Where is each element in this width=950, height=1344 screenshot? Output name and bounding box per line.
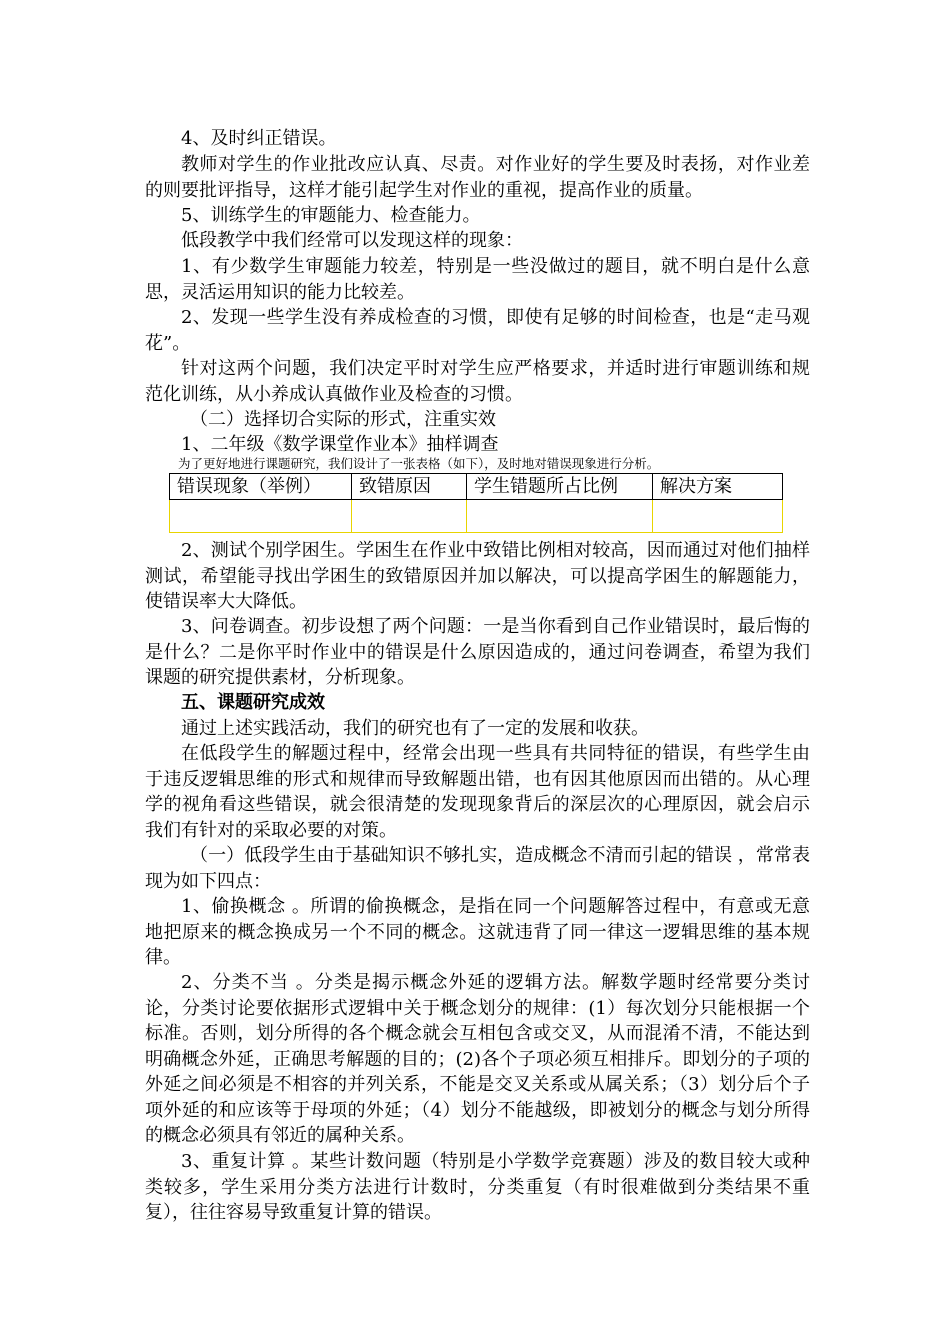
table-cell: [467, 500, 653, 533]
paragraph: 1、有少数学生审题能力较差，特别是一些没做过的题目，就不明白是什么意思，灵活运用知识的能力比较差。: [145, 256, 810, 303]
survey-table: [169, 473, 783, 533]
table-row: [170, 500, 783, 533]
table-header-cell: 致错原因: [352, 474, 467, 500]
paragraph: 在低段学生的解题过程中，经常会出现一些具有共同特征的错误，有些学生由于违反逻辑思维的形式和规律而导致解题出错，也有因其他原因而出错的。从心理学的视角看这些错误，就会很清楚的发现现象背后的深层次的心理原因，就会启示我们有针对的采取必要的对策。: [145, 743, 810, 841]
table-cell: [352, 500, 467, 533]
table-header-cell: 解决方案: [653, 474, 783, 500]
paragraph: 针对这两个问题，我们决定平时对学生应严格要求，并适时进行审题训练和规范化训练，从小养成认真做作业及检查的习惯。: [145, 358, 810, 405]
paragraph: 3、重复计算 。某些计数问题（特别是小学数学竞赛题）涉及的数目较大或种类较多，学生采用分类方法进行计数时，分类重复（有时很难做到分类结果不重复），往往容易导致重复计算的错误。: [145, 1151, 810, 1223]
paragraph: 教师对学生的作业批改应认真、尽责。对作业好的学生要及时表扬，对作业差的则要批评指导，这样才能引起学生对作业的重视，提高作业的质量。: [145, 154, 810, 201]
paragraph: 1、偷换概念 。所谓的偷换概念，是指在同一个问题解答过程中，有意或无意地把原来的概念换成另一个不同的概念。这就违背了同一律这一逻辑思维的基本规律。: [145, 896, 810, 968]
paragraph: 4、及时纠正错误。: [181, 128, 337, 149]
section-heading: （二）选择切合实际的形式，注重实效: [190, 409, 496, 430]
paragraph: 通过上述实践活动，我们的研究也有了一定的发展和收获。: [181, 718, 649, 739]
paragraph: 2、发现一些学生没有养成检查的习惯，即使有足够的时间检查，也是“走马观花”。: [145, 307, 810, 354]
paragraph: 2、分类不当 。分类是揭示概念外延的逻辑方法。解数学题时经常要分类讨论，分类讨论要依据形式逻辑中关于概念划分的规律：(1）每次划分只能根据一个标准。否则，划分所得的各个概念就会互相包含或交叉，从而混淆不清，不能达到明确概念外延，正确思考解题的目的；(2)各个子项必须互相排斥。即划分的子项的外延之间必须是不相容的并列关系，不能是交叉关系或从属关系；（3）划分后个子项外延的和应该等于母项的外延；（4）划分不能越级，即被划分的概念与划分所得的概念必须具有邻近的属种关系。: [145, 972, 810, 1146]
paragraph: 1、二年级《数学课堂作业本》抽样调查: [181, 434, 499, 455]
table-header-cell: 学生错题所占比例: [467, 474, 653, 500]
table-cell: [170, 500, 352, 533]
paragraph: 5、训练学生的审题能力、检查能力。: [181, 205, 481, 226]
section-heading: 五、课题研究成效: [181, 692, 325, 713]
paragraph: 2、测试个别学困生。学困生在作业中致错比例相对较高，因而通过对他们抽样测试，希望能寻找出学困生的致错原因并加以解决，可以提高学困生的解题能力，使错误率大大降低。: [145, 540, 810, 612]
paragraph: 3、问卷调查。初步设想了两个问题：一是当你看到自己作业错误时，最后悔的是什么？二是你平时作业中的错误是什么原因造成的，通过问卷调查，希望为我们课题的研究提供素材，分析现象。: [145, 616, 810, 688]
paragraph: 低段教学中我们经常可以发现这样的现象：: [181, 230, 523, 251]
table-cell: [653, 500, 783, 533]
paragraph: （一）低段学生由于基础知识不够扎实，造成概念不清而引起的错误 ，常常表现为如下四点：: [145, 845, 810, 892]
table-note: 为了更好地进行课题研究，我们设计了一张表格（如下），及时地对错误现象进行分析。: [178, 456, 660, 471]
table-header-cell: 错误现象（举例）: [170, 474, 352, 500]
table-header-row: [170, 474, 783, 500]
